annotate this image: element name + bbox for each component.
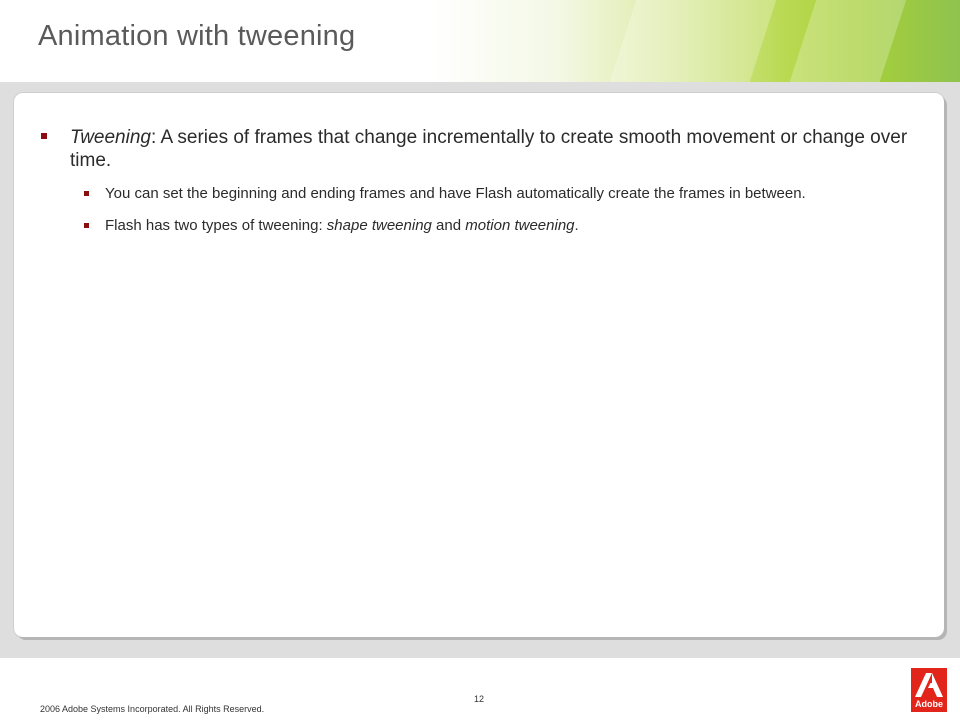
bullet-square-icon	[41, 133, 47, 139]
adobe-logo	[911, 668, 947, 712]
adobe-logo-text: Adobe	[915, 699, 943, 709]
bullet-square-icon	[84, 223, 89, 228]
header-swoosh	[591, 0, 789, 82]
slide-title: Animation with tweening	[38, 20, 356, 52]
term-tweening: Tweening	[70, 127, 151, 148]
slide-header	[0, 0, 960, 82]
sub-bullet-suffix: .	[574, 217, 579, 234]
term-shape-tweening: shape tweening	[326, 217, 432, 234]
bullet-text: : A series of frames that change incrementally to create smooth movement or change over time.	[70, 127, 908, 171]
sub-bullet-list	[70, 182, 920, 237]
header-swoosh	[771, 0, 919, 82]
sub-bullet-text: You can set the beginning and ending frames and have Flash automatically create the frames in between.	[105, 185, 806, 202]
term-motion-tweening: motion tweening	[465, 217, 575, 234]
sub-bullet-frames	[70, 182, 920, 205]
bullet-square-icon	[84, 191, 89, 196]
adobe-a-icon	[911, 668, 947, 700]
copyright-notice: 2006 Adobe Systems Incorporated. All Rights Reserved.	[40, 704, 265, 714]
sub-bullet-prefix: Flash has two types of tweening:	[105, 217, 327, 234]
page-number: 12	[474, 694, 485, 704]
bullet-list	[40, 126, 920, 246]
sub-bullet-conjunction: and	[431, 217, 466, 234]
bullet-tweening	[40, 126, 920, 237]
sub-bullet-types	[70, 214, 920, 237]
